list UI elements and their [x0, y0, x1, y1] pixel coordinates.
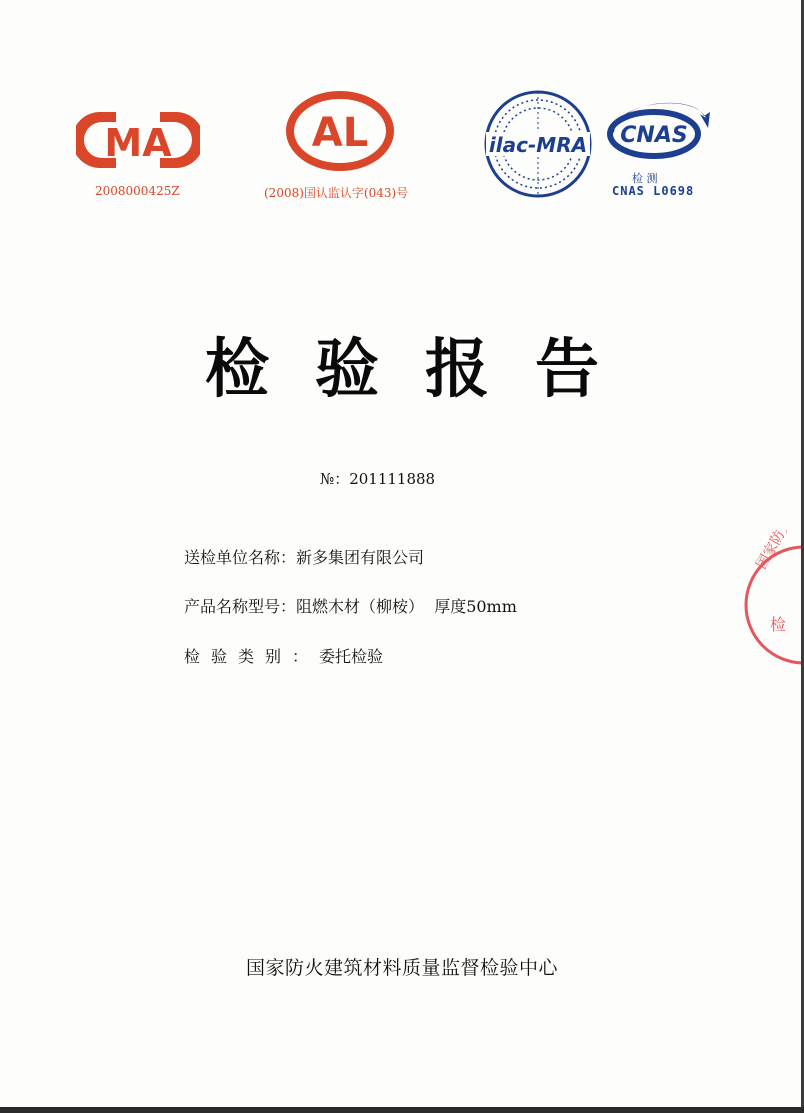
report-number — [320, 468, 435, 489]
cal-logo — [284, 90, 396, 176]
field-test-type — [184, 644, 383, 667]
field-product — [184, 594, 517, 617]
cma-logo — [76, 106, 200, 180]
cma-caption: 2008000425Z — [95, 184, 180, 198]
cnas-logo — [598, 92, 714, 176]
field-label: 产品名称型号： — [184, 597, 297, 616]
page-title: 检验报告 — [205, 333, 645, 407]
cnas-mark-text: CNAS — [620, 123, 688, 148]
stamp-text: 国家防火 — [753, 530, 796, 572]
report-number-label: №： — [320, 470, 350, 488]
stamp-sub: 检 — [770, 615, 787, 634]
cnas-caption: CNAS L0698 — [612, 184, 695, 198]
issuer-footer: 国家防火建筑材料质量监督检验中心 — [245, 957, 558, 979]
field-value: 新多集团有限公司 — [296, 548, 425, 567]
ilac-mra-logo — [482, 88, 594, 204]
field-value: 委托检验 — [319, 647, 384, 666]
field-label: 送检单位名称： — [184, 548, 297, 567]
cma-mark-icon — [76, 106, 200, 176]
stamp-seal-icon — [744, 530, 804, 680]
official-stamp — [744, 530, 804, 684]
report-number-value: 201111888 — [349, 470, 436, 488]
cal-mark-icon — [284, 90, 396, 172]
cal-caption: (2008)国认监认字(043)号 — [264, 186, 409, 200]
field-label: 检验类别： — [184, 647, 320, 666]
field-value: 阻燃木材（柳桉） 厚度50mm — [296, 597, 517, 616]
cnas-swoosh-icon — [598, 92, 714, 172]
scan-bottom-edge — [0, 1107, 804, 1113]
field-submitter — [184, 545, 424, 568]
ilac-globe-icon — [482, 88, 594, 200]
ilac-mark-text: ilac-MRA — [488, 133, 588, 157]
cnas-sub: 检 测 — [632, 172, 658, 185]
cal-mark-text: AL — [311, 110, 369, 156]
cma-mark-text: MA — [104, 121, 172, 165]
